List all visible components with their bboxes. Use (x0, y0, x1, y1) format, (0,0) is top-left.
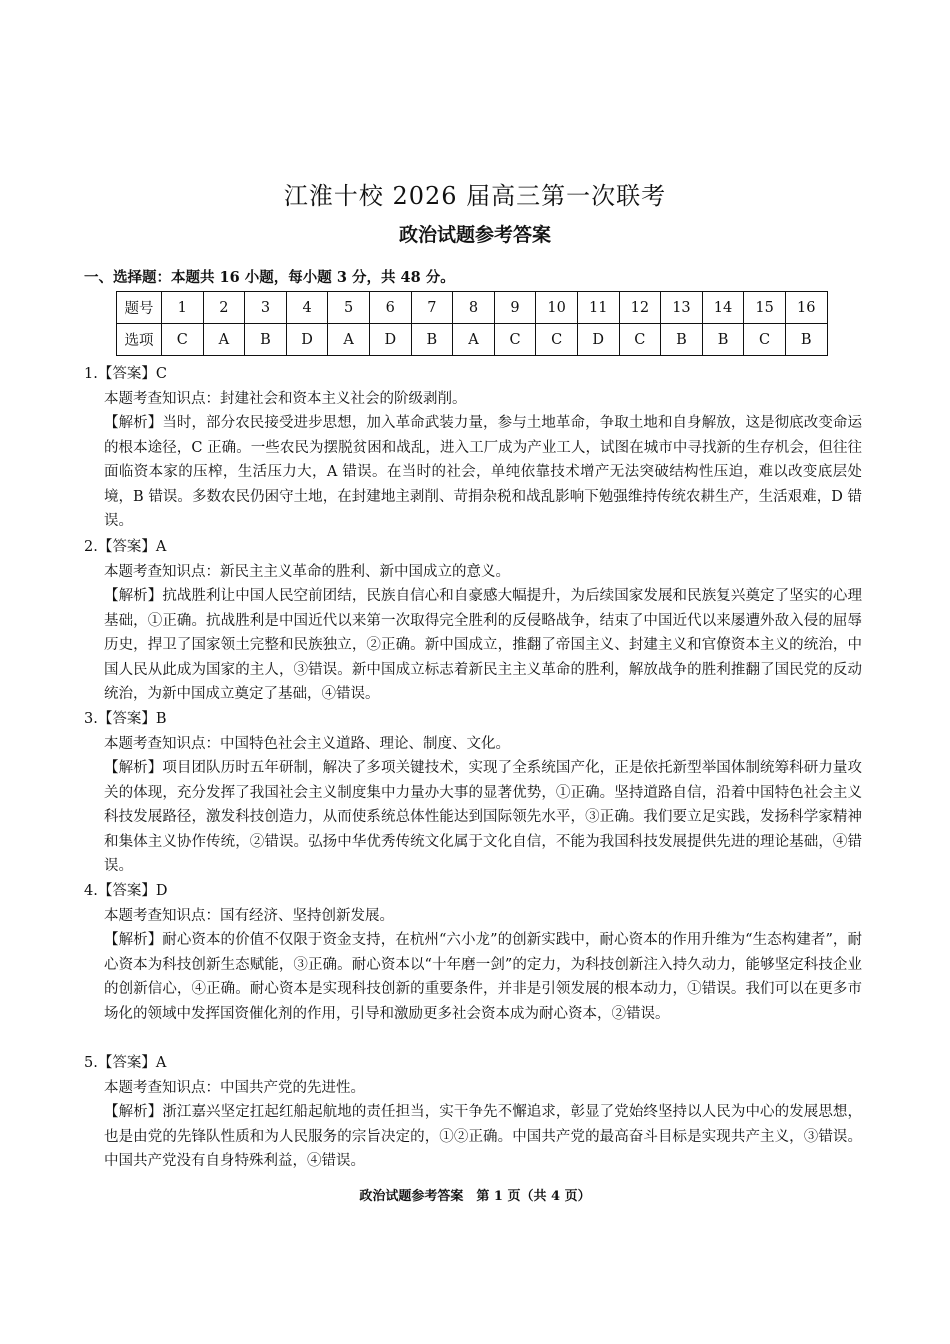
analysis-text: 【解析】耐心资本的价值不仅限于资金支持，在杭州“六小龙”的创新实践中，耐心资本的作用升维为“生态构建者”，耐心资本为科技创新生态赋能，③正确。耐心资本以“十年磨一剑”的定力，为科技创新注入持久动力，能够坚定科技企业的创新信心，④正确。耐心资本是实现科技创新的重要条件，并非是引领发展的根本动力，①错误。我们可以在更多市场化的领域中发挥国资催化剂的作用，引导和激励更多社会资本成为耐心资本，②错误。 (104, 932, 862, 1022)
question-3-block (84, 707, 862, 879)
knowledge-point: 本题考查知识点：封建社会和资本主义社会的阶级剥削。 (104, 390, 467, 407)
answer-option: D (369, 324, 411, 356)
answer-option: A (453, 324, 495, 356)
answer-heading: 1.【答案】C (84, 366, 167, 382)
section-heading: 一、选择题：本题共 16 小题，每小题 3 分，共 48 分。 (84, 269, 455, 286)
question-number: 5 (328, 292, 370, 324)
answer-heading: 4.【答案】D (84, 883, 168, 899)
question-number: 16 (785, 292, 827, 324)
answer-heading: 3.【答案】B (84, 711, 167, 727)
analysis-text: 【解析】抗战胜利让中国人民空前团结，民族自信心和自豪感大幅提升，为后续国家发展和民族复兴奠定了坚实的心理基础，①正确。抗战胜利是中国近代以来第一次取得完全胜利的反侵略战争，结束了中国近代以来屡遭外敌入侵的屈辱历史，捍卫了国家领土完整和民族独立，②正确。新中国成立，推翻了帝国主义、封建主义和官僚资本主义的统治，中国人民从此成为国家的主人，③错误。新中国成立标志着新民主主义革命的胜利，解放战争的胜利推翻了国民党的反动统治，为新中国成立奠定了基础，④错误。 (104, 588, 862, 702)
question-number: 15 (744, 292, 786, 324)
knowledge-point: 本题考查知识点：中国共产党的先进性。 (104, 1079, 365, 1096)
row-label-number: 题号 (117, 292, 162, 324)
answer-option: C (162, 324, 204, 356)
answer-option: C (744, 324, 786, 356)
answer-table (116, 291, 828, 356)
answer-option: B (661, 324, 703, 356)
question-number: 13 (661, 292, 703, 324)
knowledge-point: 本题考查知识点：中国特色社会主义道路、理论、制度、文化。 (104, 735, 510, 752)
question-number: 14 (702, 292, 744, 324)
answer-option: B (245, 324, 287, 356)
answer-heading: 2.【答案】A (84, 539, 167, 555)
question-number: 3 (245, 292, 287, 324)
question-number: 7 (411, 292, 453, 324)
knowledge-point: 本题考查知识点：新民主主义革命的胜利、新中国成立的意义。 (104, 563, 510, 580)
question-number: 6 (369, 292, 411, 324)
question-number: 8 (453, 292, 495, 324)
answer-table-number-row (117, 292, 828, 324)
page-footer: 政治试题参考答案 第 1 页（共 4 页） (359, 1189, 591, 1204)
question-4-block (84, 879, 862, 1026)
knowledge-point: 本题考查知识点：国有经济、坚持创新发展。 (104, 907, 394, 924)
answer-option: D (577, 324, 619, 356)
answer-option: D (286, 324, 328, 356)
answer-option: A (203, 324, 245, 356)
question-number: 2 (203, 292, 245, 324)
answer-option: B (411, 324, 453, 356)
question-number: 4 (286, 292, 328, 324)
answer-option: B (702, 324, 744, 356)
question-2-block (84, 535, 862, 707)
question-number: 1 (162, 292, 204, 324)
exam-title: 江淮十校 2026 届高三第一次联考 (283, 182, 667, 210)
question-number: 11 (577, 292, 619, 324)
analysis-text: 【解析】项目团队历时五年研制，解决了多项关键技术，实现了全系统国产化，正是依托新型举国体制统筹科研力量攻关的体现，充分发挥了我国社会主义制度集中力量办大事的显著优势，①正确。坚持道路自信，沿着中国特色社会主义科技发展路径，激发科技创造力，从而使系统总体性能达到国际领先水平，③正确。我们要立足实践，发扬科学家精神和集体主义协作传统，②错误。弘扬中华优秀传统文化属于文化自信，不能为我国科技发展提供先进的理论基础，④错误。 (104, 760, 862, 874)
question-number: 12 (619, 292, 661, 324)
page-subtitle: 政治试题参考答案 (398, 224, 551, 246)
answer-heading: 5.【答案】A (84, 1055, 167, 1071)
analysis-text: 【解析】浙江嘉兴坚定扛起红船起航地的责任担当，实干争先不懈追求，彰显了党始终坚持以人民为中心的发展思想，也是由党的先锋队性质和为人民服务的宗旨决定的，①②正确。中国共产党的最高奋斗目标是实现共产主义，③错误。中国共产党没有自身特殊利益，④错误。 (104, 1104, 862, 1169)
answer-option: C (619, 324, 661, 356)
answer-option: C (536, 324, 578, 356)
answer-option: C (494, 324, 536, 356)
answer-option: B (785, 324, 827, 356)
question-1-block (84, 362, 862, 534)
question-number: 9 (494, 292, 536, 324)
question-5-block (84, 1051, 862, 1174)
analysis-text: 【解析】当时，部分农民接受进步思想，加入革命武装力量，参与土地革命，争取土地和自身解放，这是彻底改变命运的根本途径，C 正确。一些农民为摆脱贫困和战乱，进入工厂成为产业工人，试图在城市中寻找新的生存机会，但往往面临资本家的压榨，生活压力大，A 错误。在当时的社会，单纯依靠技术增产无法突破结构性压迫，难以改变底层处境，B 错误。多数农民仍困守土地，在封建地主剥削、苛捐杂税和战乱影响下勉强维持传统农耕生产，生活艰难，D 错误。 (104, 415, 862, 529)
answer-option: A (328, 324, 370, 356)
row-label-option: 选项 (117, 324, 162, 356)
answer-table-option-row (117, 324, 828, 356)
question-number: 10 (536, 292, 578, 324)
